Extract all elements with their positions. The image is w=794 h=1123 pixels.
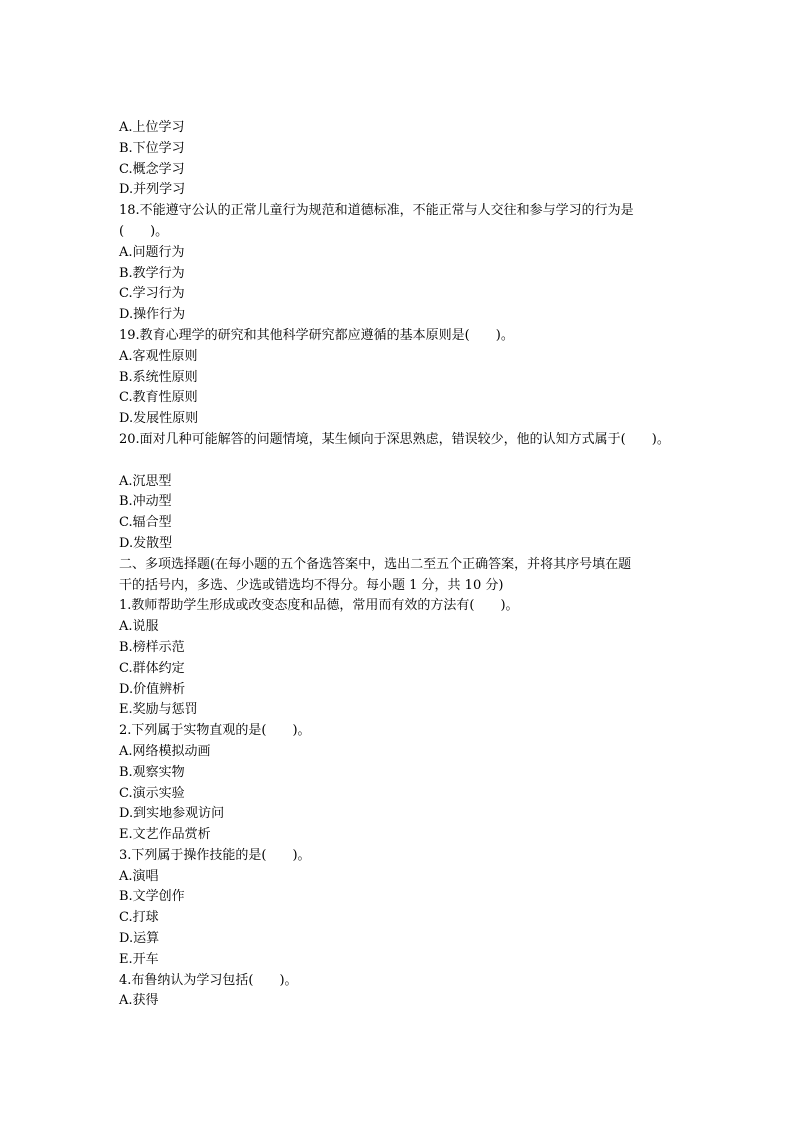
option-c: C.打球 <box>119 910 159 926</box>
option-a: A.演唱 <box>119 868 159 884</box>
option-d: D.价值辨析 <box>119 681 186 697</box>
multi-question-1 <box>119 596 719 721</box>
option-b: B.观察实物 <box>119 764 185 780</box>
document-page <box>119 118 719 1012</box>
option-e: E.文艺作品赏析 <box>119 827 211 843</box>
option-d: D.到实地参观访问 <box>119 806 225 822</box>
option-d: D.发散型 <box>119 535 173 551</box>
section-heading-line: 二、多项选择题(在每小题的五个备选答案中，选出二至五个正确答案，并将其序号填在题 <box>119 556 632 572</box>
question-stem: 3.下列属于操作技能的是( )。 <box>119 847 311 863</box>
option-b: B.系统性原则 <box>119 369 198 385</box>
option-b: B.下位学习 <box>119 140 185 156</box>
option-c: C.学习行为 <box>119 286 185 302</box>
option-a: A.问题行为 <box>119 244 185 260</box>
option-d: D.发展性原则 <box>119 411 199 427</box>
question-stem: 4.布鲁纳认为学习包括( )。 <box>119 972 298 988</box>
question-20 <box>119 430 719 555</box>
option-a: A.说服 <box>119 619 159 635</box>
question-18 <box>119 201 719 326</box>
multi-question-4 <box>119 971 719 1013</box>
option-d: D.操作行为 <box>119 307 186 323</box>
option-e: E.奖励与惩罚 <box>119 702 198 718</box>
multi-question-2 <box>119 721 719 846</box>
option-a: A.网络模拟动画 <box>119 743 211 759</box>
question-stem: 18.不能遵守公认的正常儿童行为规范和道德标准，不能正常与人交往和参与学习的行为是 <box>119 203 634 219</box>
blank-line <box>119 451 719 472</box>
option-a: A.沉思型 <box>119 473 172 489</box>
option-b: B.文学创作 <box>119 889 185 905</box>
option-c: C.教育性原则 <box>119 390 198 406</box>
option-d: D.运算 <box>119 931 160 947</box>
option-c: C.演示实验 <box>119 785 185 801</box>
option-e: E.开车 <box>119 951 159 967</box>
option-d: D.并列学习 <box>119 182 186 198</box>
question-stem: 2.下列属于实物直观的是( )。 <box>119 723 311 739</box>
question-stem: 20.面对几种可能解答的问题情境，某生倾向于深思熟虑，错误较少，他的认知方式属于( )。 <box>119 431 670 447</box>
option-b: B.教学行为 <box>119 265 185 281</box>
option-a: A.获得 <box>119 993 159 1009</box>
option-b: B.榜样示范 <box>119 639 185 655</box>
option-c: C.群体约定 <box>119 660 185 676</box>
option-c: C.概念学习 <box>119 161 185 177</box>
option-a: A.上位学习 <box>119 120 185 135</box>
question-19 <box>119 326 719 430</box>
option-c: C.辐合型 <box>119 515 172 531</box>
option-b: B.冲动型 <box>119 494 172 510</box>
section-heading-line: 干的括号内，多选、少选或错选均不得分。每小题 1 分，共 10 分) <box>119 577 504 593</box>
section-2-heading <box>119 555 719 597</box>
question-stem: 19.教育心理学的研究和其他科学研究都应遵循的基本原则是( )。 <box>119 327 514 343</box>
multi-question-3 <box>119 846 719 971</box>
option-a: A.客观性原则 <box>119 348 198 364</box>
question-stem: 1.教师帮助学生形成或改变态度和品德，常用而有效的方法有( )。 <box>119 598 519 614</box>
question-stem-continued: ( )。 <box>119 223 169 239</box>
question-17-options <box>119 118 719 201</box>
